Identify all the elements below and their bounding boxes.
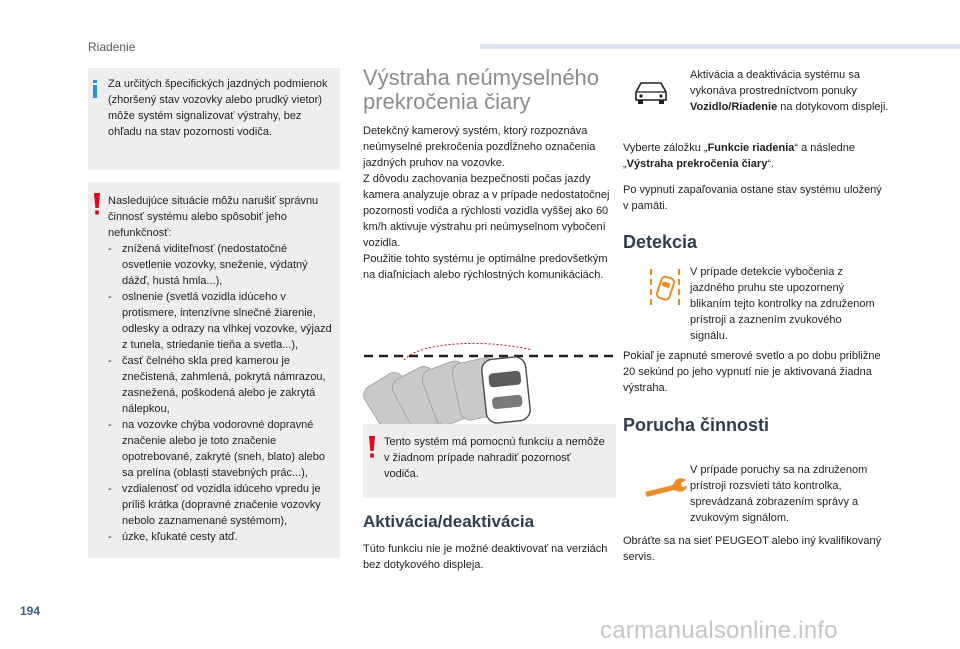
menu-selection-pre: Vyberte záložku „ [623,142,708,154]
fault-text: V prípade poruchy sa na združenom prístroji rozsvieti táto kontrolka, sprevádzaná zobrazením správy a zvukovým signálom. [690,464,868,524]
warning-item-text: znížená viditeľnosť (nedostatočné osvetlenie vozovky, sneženie, výdatný dážď, hustá hmla...), [122,243,308,287]
car-icon [633,78,669,106]
header-bar [480,44,960,49]
warning-item-text: vzdialenosť od vozidla idúceho vpredu je príliš krátka (dopravné značenie vozovky nebolo zaznamenané systémom), [122,483,321,527]
assist-note-text: Tento systém má pomocnú funkciu a nemôže v žiadnom prípade nahradiť pozornosť vodiča. [384,436,605,480]
warning-intro: Nasledujúce situácie môžu narušiť správnu činnosť systému alebo spôsobiť jeho nefunkčnosť: [108,195,319,239]
fault-heading: Porucha činnosti [623,415,770,435]
activation-menu-text-post: na dotykovom displeji. [777,101,889,113]
lane-departure-warning-icon [647,267,683,309]
warning-item-text: časť čelného skla pred kamerou je znečistená, zahmlená, pokrytá námrazou, zasnežená, poškodená alebo je zakrytá nálepkou, [122,355,326,415]
warning-item-text: oslnenie (svetlá vozidla idúceho v protismere, intenzívne slnečné žiarenie, odlesky a odrazy na vlhkej vozovke, výjazd z tunela, striedanie tieňa a svetla...), [122,291,332,351]
menu-tab-name: Funkcie riadenia [707,142,795,154]
menu-selection-mid: “ a následne „ [623,142,855,170]
menu-path: Vozidlo/Riadenie [690,101,778,113]
warning-item: - vzdialenosť od vozidla idúceho vpredu je príliš krátka (dopravné značenie vozovky nebolo zaznamenané systémom), [108,483,321,527]
info-note-text: Za určitých špecifických jazdných podmienok (zhoršený stav vozovky alebo prudký vietor) môže systém signalizovať výstrahy, bez ohľadu na stav pozornosti vodiča. [108,78,328,138]
page-number: 194 [20,604,41,618]
intro-text [363,123,613,283]
activation-menu-text-pre: Aktivácia a deaktivácia systému sa vykonáva prostredníctvom ponuky [690,69,860,97]
section-heading: Výstraha neúmyselného prekročenia čiary [363,65,600,114]
lane-departure-car-illustration [362,336,618,436]
turn-signal-note: Pokiaľ je zapnuté smerové svetlo a po dobu približne 20 sekúnd po jeho vypnutí nie je aktivovaná žiadna výstraha. [623,350,881,394]
intro-paragraph: Detekčný kamerový systém, ktorý rozpoznáva neúmyselné prekročenia pozdĺžneho označenia jazdných pruhov na vozovke. [363,125,596,169]
activation-text: Túto funkciu nie je možné deaktivovať na verziách bez dotykového displeja. [363,543,608,571]
wrench-icon [643,477,689,499]
ignition-text: Po vypnutí zapaľovania ostane stav systému uložený v pamäti. [623,184,882,212]
menu-item-name: Výstraha prekročenia čiary [626,158,768,170]
section-title: Riadenie [88,40,136,54]
warning-item: - úzke, kľukaté cesty atď. [108,531,238,543]
warning-item: - oslnenie (svetlá vozidla idúceho v protismere, intenzívne slnečné žiarenie, odlesky a odrazy na vlhkej vozovke, výjazd z tunela, striedanie tieňa a svetla...), [108,291,332,351]
warning-item: - časť čelného skla pred kamerou je znečistená, zahmlená, pokrytá námrazou, zasnežená, poškodená alebo je zakrytá nálepkou, [108,355,326,415]
activation-heading: Aktivácia/deaktivácia [363,512,535,531]
detection-text: V prípade detekcie vybočenia z jazdného pruhu ste upozornený blikaním tejto kontrolky na združenom prístroji a zaznením zvukového signálu. [690,266,875,342]
warning-item-text: na vozovke chýba vodorovné dopravné značenie alebo je toto značenie opotrebované, zakryté (sneh, blato) alebo sa prelína (oblasti stavebných prác...), [122,419,326,479]
info-icon [93,80,97,98]
intro-paragraph: Použitie tohto systému je optimálne predovšetkým na diaľniciach alebo rýchlostných komunikáciách. [363,253,608,281]
service-note: Obráťte sa na sieť PEUGEOT alebo iný kvalifikovaný servis. [623,535,882,563]
detection-heading: Detekcia [623,232,698,252]
activation-menu-text [690,67,890,115]
watermark: carmanualsonline.info [600,617,838,644]
warning-item-text: úzke, kľukaté cesty atď. [122,531,238,543]
menu-selection-text [623,140,883,172]
warning-exclamation-icon [368,436,376,458]
warning-note-text [108,193,336,545]
menu-selection-post: “. [767,158,775,170]
warning-exclamation-icon [93,193,101,215]
warning-item: - znížená viditeľnosť (nedostatočné osvetlenie vozovky, sneženie, výdatný dážď, hustá hmla...), [108,243,308,287]
intro-paragraph: Z dôvodu zachovania bezpečnosti počas jazdy kamera analyzuje obraz a v prípade nedostatočnej pozornosti vodiča a rýchlosti vozidla vyššej ako 60 km/h aktivuje výstrahu pri neúmyselnom vybočení vozidla. [363,173,610,249]
warning-item: - na vozovke chýba vodorovné dopravné značenie alebo je toto značenie opotrebované, zakryté (sneh, blato) alebo sa prelína (oblasti stavebných prác...), [108,419,326,479]
